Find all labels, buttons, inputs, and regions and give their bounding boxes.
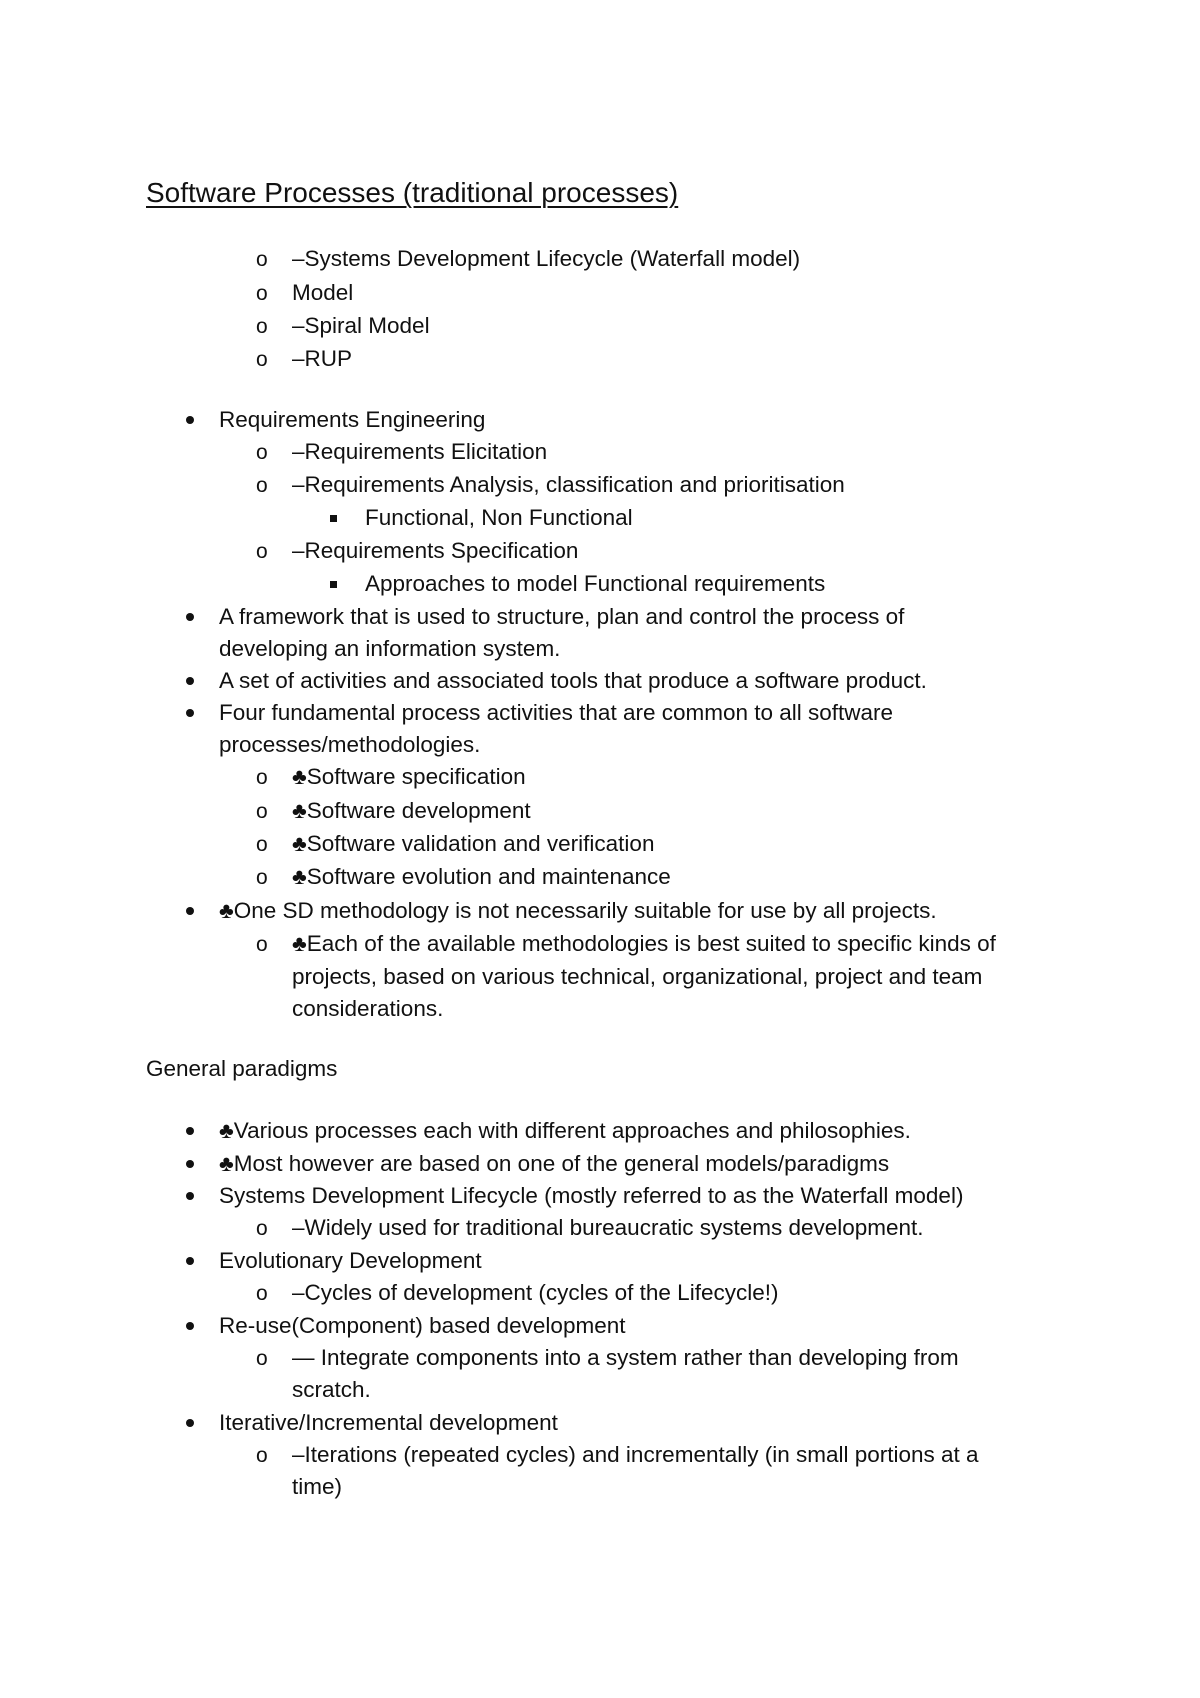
circle-bullet-icon: o	[256, 248, 268, 271]
list-item: ♣Most however are based on one of the general models/paradigms	[219, 1151, 890, 1176]
list-item: ♣One SD methodology is not necessarily suitable for use by all projects.	[219, 898, 937, 923]
circle-bullet-icon: o	[256, 800, 268, 823]
section-heading: General paradigms	[146, 1056, 338, 1081]
list-item: — Integrate components into a system rather than developing from	[292, 1345, 959, 1370]
list-item: –Iterations (repeated cycles) and incrementally (in small portions at a	[292, 1442, 979, 1467]
circle-bullet-icon: o	[256, 540, 268, 563]
bullet-dot-icon	[186, 416, 194, 424]
list-item-continuation: considerations.	[292, 996, 444, 1021]
circle-bullet-icon: o	[256, 866, 268, 889]
circle-bullet-icon: o	[256, 441, 268, 464]
bullet-dot-icon	[186, 1257, 194, 1265]
list-item: Four fundamental process activities that are common to all software	[219, 700, 894, 725]
list-item: Systems Development Lifecycle (mostly referred to as the Waterfall model)	[219, 1183, 964, 1208]
bullet-dot-icon	[186, 907, 194, 915]
list-item: Requirements Engineering	[219, 407, 486, 432]
list-item-continuation: developing an information system.	[219, 636, 561, 661]
list-item: Iterative/Incremental development	[219, 1410, 558, 1435]
circle-bullet-icon: o	[256, 474, 268, 497]
list-item: ♣Software specification	[292, 764, 526, 789]
circle-bullet-icon: o	[256, 282, 268, 305]
list-item-continuation: processes/methodologies.	[219, 732, 481, 757]
list-item: ♣Software validation and verification	[292, 831, 655, 856]
list-item: –Systems Development Lifecycle (Waterfall model)	[292, 246, 801, 271]
circle-bullet-icon: o	[256, 1217, 268, 1240]
list-item: Model	[292, 280, 354, 305]
list-item-continuation: scratch.	[292, 1377, 371, 1402]
circle-bullet-icon: o	[256, 315, 268, 338]
list-item: Approaches to model Functional requirements	[365, 571, 826, 596]
bullet-dot-icon	[186, 1419, 194, 1427]
list-item-continuation: projects, based on various technical, organizational, project and team	[292, 964, 983, 989]
bullet-dot-icon	[186, 1192, 194, 1200]
list-item: ♣Software evolution and maintenance	[292, 864, 671, 889]
list-item: Re-use(Component) based development	[219, 1313, 626, 1338]
bullet-dot-icon	[186, 1160, 194, 1168]
list-item: –Cycles of development (cycles of the Lifecycle!)	[292, 1280, 779, 1305]
circle-bullet-icon: o	[256, 1444, 268, 1467]
list-item: ♣Each of the available methodologies is best suited to specific kinds of	[292, 931, 996, 956]
list-item-continuation: time)	[292, 1474, 342, 1499]
bullet-dot-icon	[186, 1322, 194, 1330]
bullet-dot-icon	[186, 1127, 194, 1135]
list-item: –Widely used for traditional bureaucratic systems development.	[292, 1215, 924, 1240]
circle-bullet-icon: o	[256, 1282, 268, 1305]
list-item: A framework that is used to structure, plan and control the process of	[219, 604, 905, 629]
square-bullet-icon	[330, 515, 337, 522]
list-item: ♣Software development	[292, 798, 531, 823]
circle-bullet-icon: o	[256, 933, 268, 956]
list-item: Functional, Non Functional	[365, 505, 633, 530]
bullet-dot-icon	[186, 677, 194, 685]
list-item: –Requirements Analysis, classification and prioritisation	[292, 472, 845, 497]
circle-bullet-icon: o	[256, 348, 268, 371]
bullet-dot-icon	[186, 613, 194, 621]
list-item: Evolutionary Development	[219, 1248, 482, 1273]
list-item: –RUP	[292, 346, 353, 371]
circle-bullet-icon: o	[256, 833, 268, 856]
square-bullet-icon	[330, 581, 337, 588]
list-item: A set of activities and associated tools that produce a software product.	[219, 668, 927, 693]
bullet-dot-icon	[186, 709, 194, 717]
circle-bullet-icon: o	[256, 766, 268, 789]
circle-bullet-icon: o	[256, 1347, 268, 1370]
list-item: –Requirements Elicitation	[292, 439, 548, 464]
list-item: –Requirements Specification	[292, 538, 579, 563]
page-title: Software Processes (traditional processes)	[146, 177, 679, 208]
list-item: –Spiral Model	[292, 313, 430, 338]
list-item: ♣Various processes each with different approaches and philosophies.	[219, 1118, 911, 1143]
